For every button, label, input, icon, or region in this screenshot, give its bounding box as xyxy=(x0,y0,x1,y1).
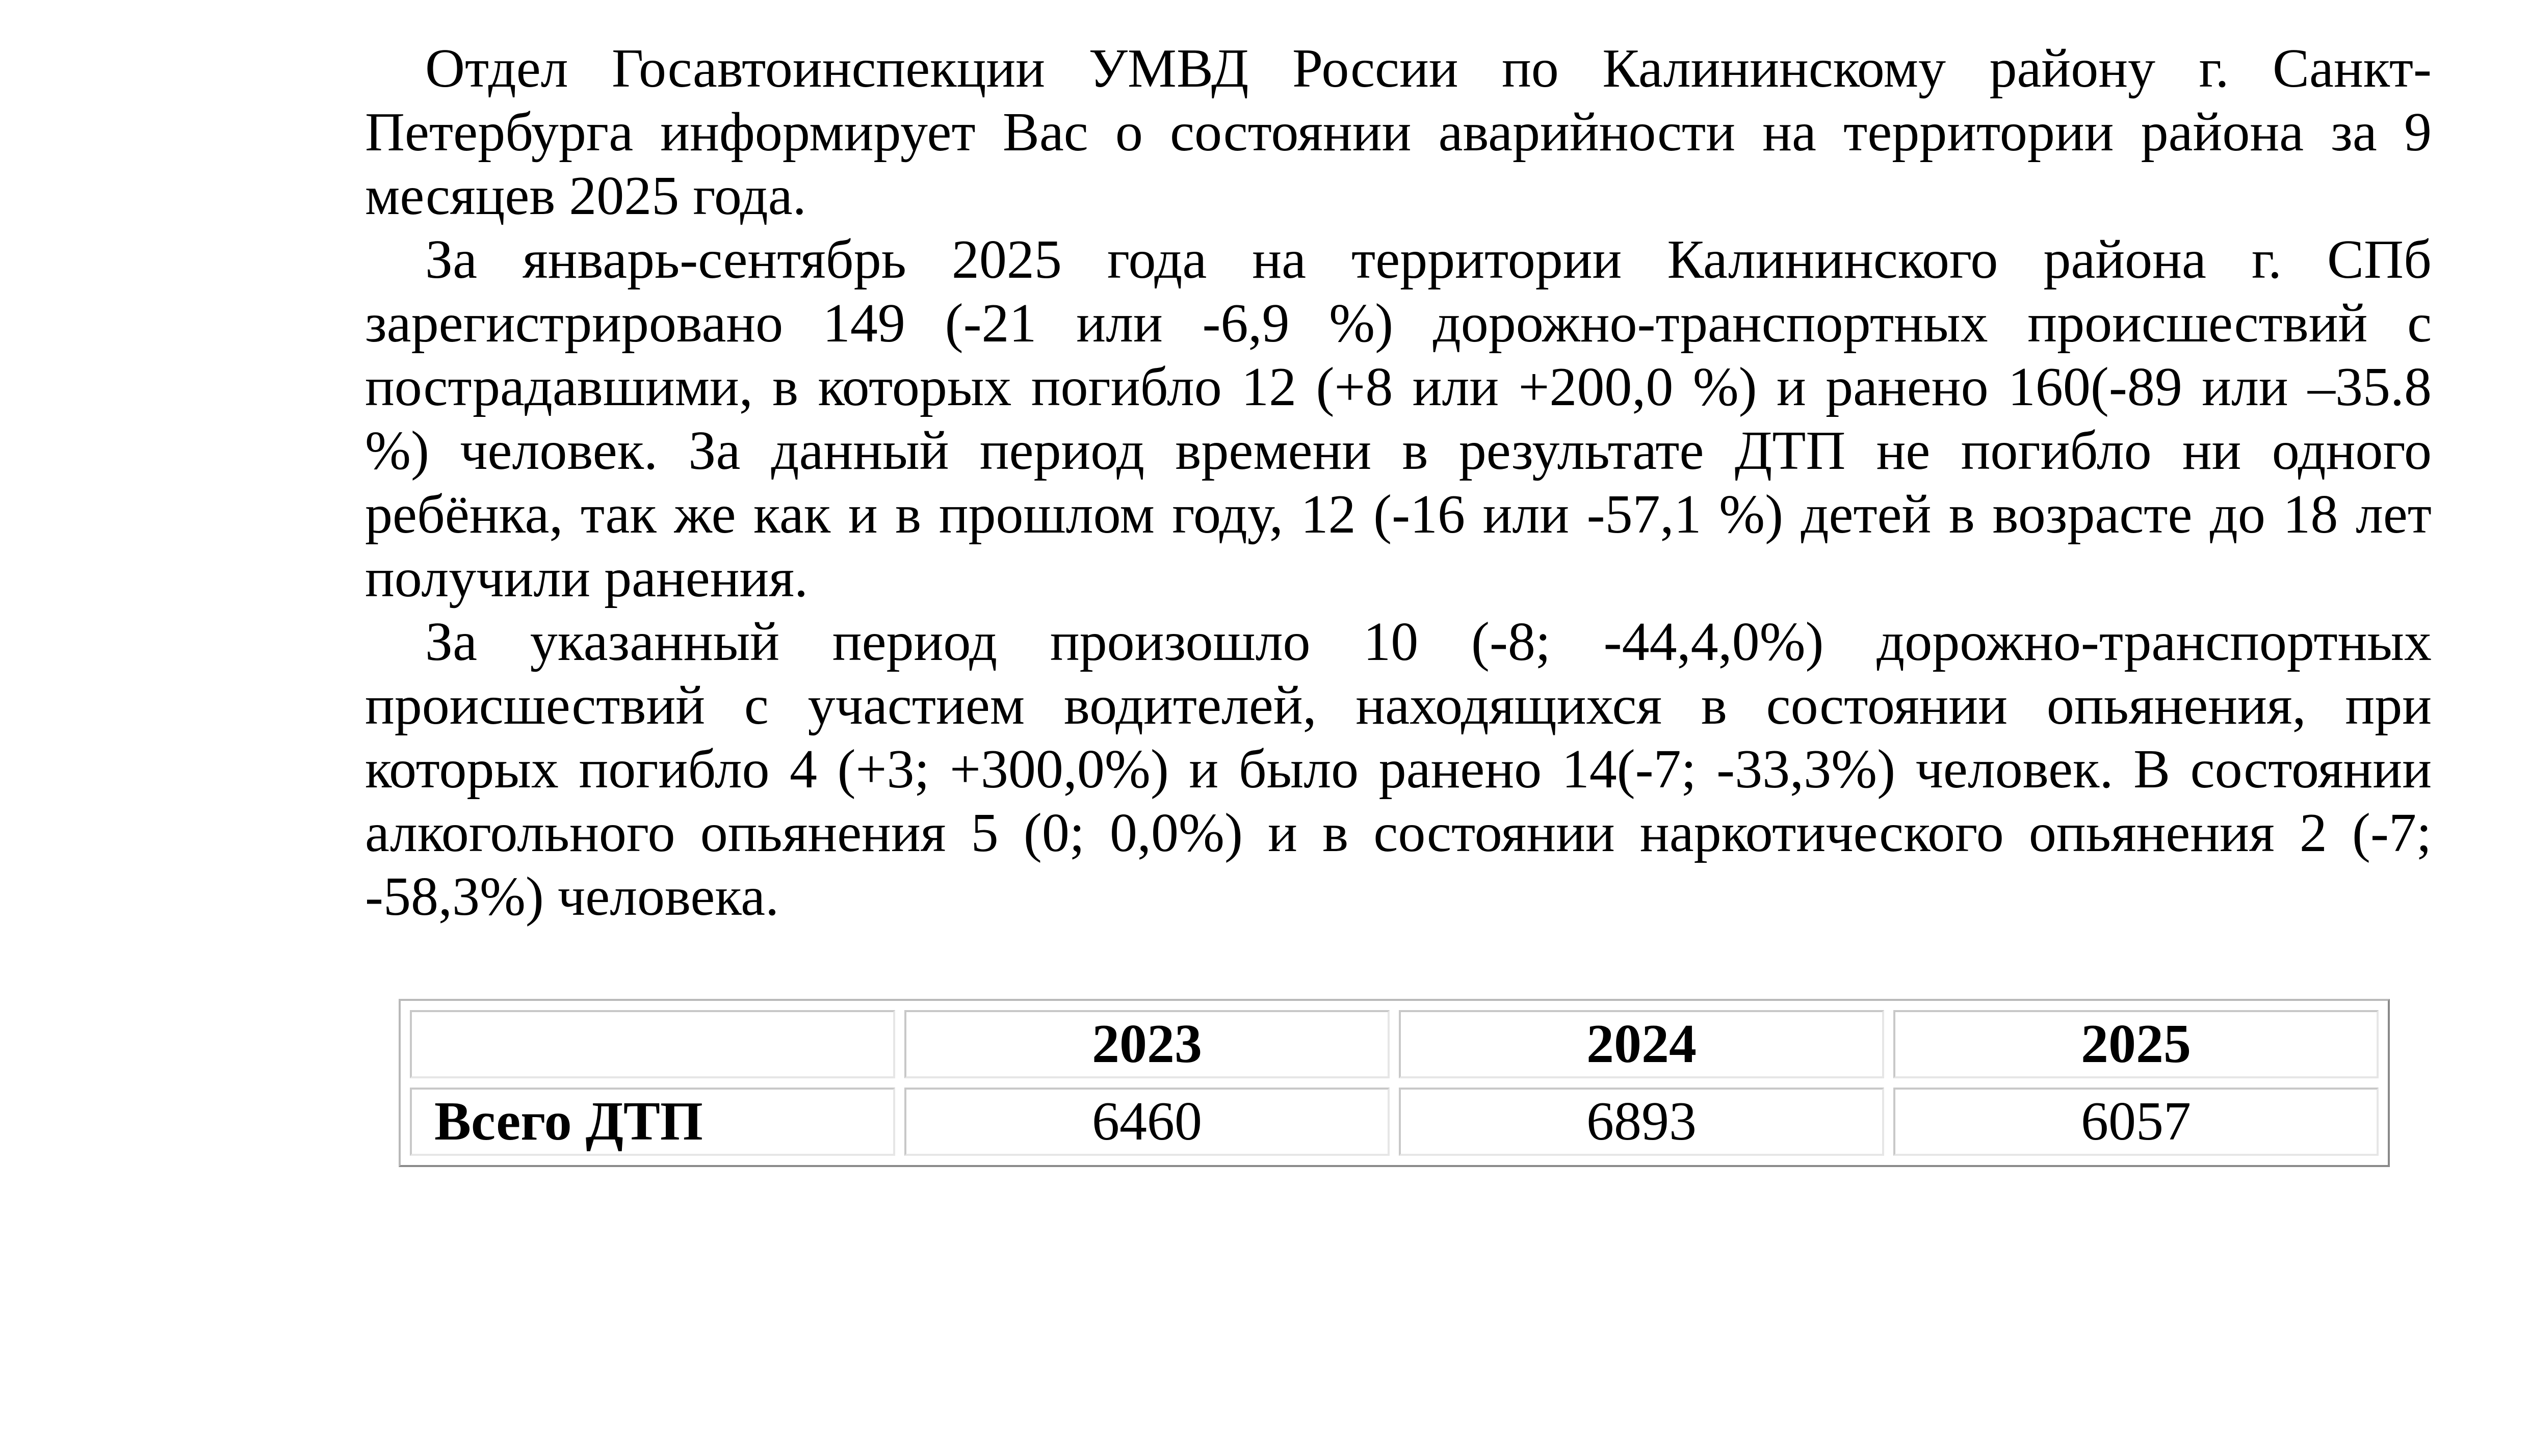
table-row-label: Всего ДТП xyxy=(410,1088,895,1156)
table-header-cell-empty xyxy=(410,1010,895,1078)
table-header-row xyxy=(410,1010,2379,1078)
paragraph-accident-stats: За январь-сентябрь 2025 года на территории Калининского района г. СПб зарегистрировано 149 (-21 или -6,9 %) дорожно-транспортных происшествий с пострадавшими, в которых погибло 12 (+8 или +200,0 %) и ранено 160(-89 или –35.8 %) человек. За данный период времени в результате ДТП не погибло ни одного ребёнка, так же как и в прошлом году, 12 (-16 или -57,1 %) детей в возрасте до 18 лет получили ранения. xyxy=(365,229,2432,608)
table-cell-2023: 6460 xyxy=(904,1088,1390,1156)
table-cell-2025: 6057 xyxy=(1893,1088,2379,1156)
table-row xyxy=(410,1088,2379,1156)
table-header-cell-2025: 2025 xyxy=(1893,1010,2379,1078)
document-body xyxy=(365,37,2432,929)
accident-totals-table xyxy=(399,999,2390,1167)
table-header-cell-2023: 2023 xyxy=(904,1010,1390,1078)
table-header-cell-2024: 2024 xyxy=(1399,1010,1884,1078)
table-cell-2024: 6893 xyxy=(1399,1088,1884,1156)
paragraph-intoxication-stats: За указанный период произошло 10 (-8; -44,4,0%) дорожно-транспортных происшествий с участием водителей, находящихся в состоянии опьянения, при которых погибло 4 (+3; +300,0%) и было ранено 14(-7; -33,3%) человек. В состоянии алкогольного опьянения 5 (0; 0,0%) и в состоянии наркотического опьянения 2 (-7; -58,3%) человека. xyxy=(365,612,2432,927)
paragraph-intro: Отдел Госавтоинспекции УМВД России по Калининскому району г. Санкт-Петербурга информирует Вас о состоянии аварийности на территории района за 9 месяцев 2025 года. xyxy=(365,38,2432,226)
